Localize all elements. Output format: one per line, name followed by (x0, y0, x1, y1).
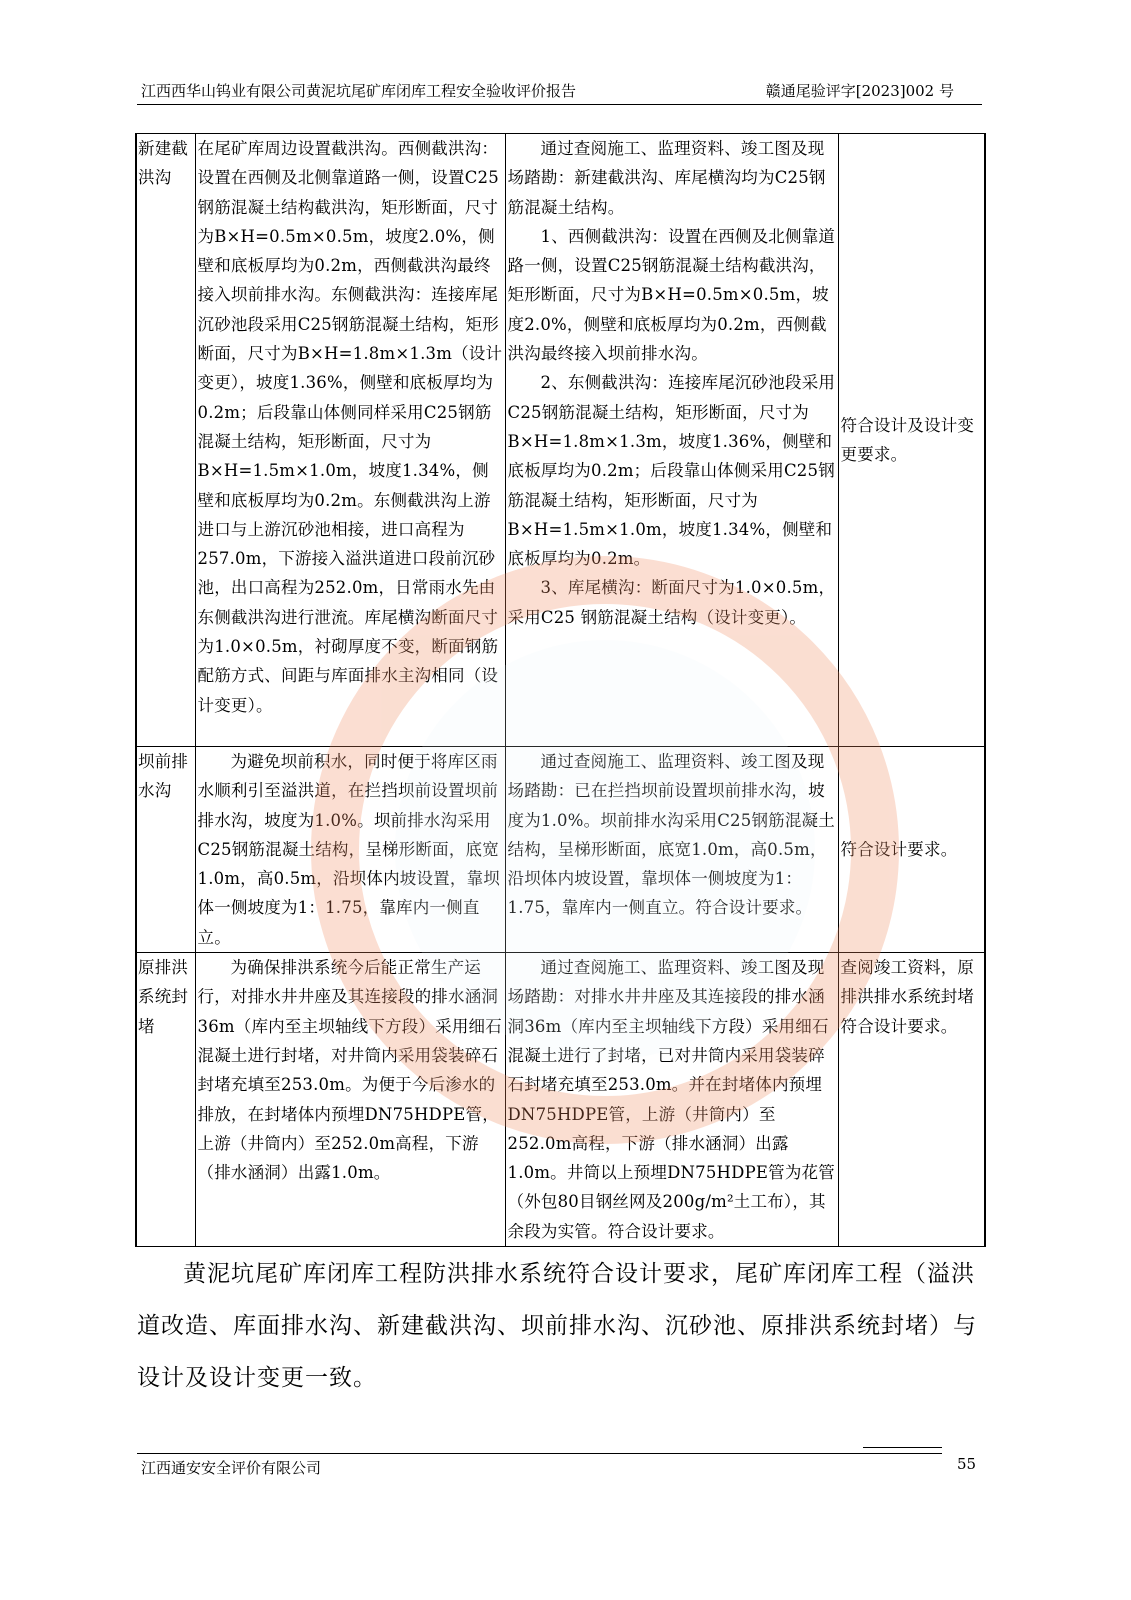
check-paragraph: 1、西侧截洪沟：设置在西侧及北侧靠道路一侧，设置C25钢筋混凝土结构截洪沟，矩形断面，尺寸为B×H=0.5m×0.5m，坡度2.0%，侧壁和底板厚均为0.2m，西侧截洪沟最终接入坝前排水沟。 (507, 226, 836, 364)
check-cell (505, 134, 838, 747)
header-divider (137, 104, 982, 105)
footer-company: 江西通安安全评价有限公司 (141, 1459, 322, 1477)
item-cell: 原排洪系统封堵 (136, 953, 195, 1247)
check-paragraph: 2、东侧截洪沟：连接库尾沉砂池段采用C25钢筋混凝土结构，矩形断面，尺寸为B×H=1.8m×1.3m，坡度1.36%，侧壁和底板厚均为0.2m；后段靠山体侧采用C25钢筋混凝土结构，矩形断面，尺寸为B×H=1.5m×1.0m，坡度1.34%，侧壁和底板厚均为0.2m。 (507, 373, 836, 569)
check-cell: 通过查阅施工、监理资料、竣工图及现场踏勘：对排水井井座及其连接段的排水涵洞36m（库内至主坝轴线下方段）采用细石混凝土进行了封堵，已对井筒内采用袋装碎石封堵充填至253.0m。并在封堵体内预埋DN75HDPE管，上游（井筒内）至252.0m高程，下游（排水涵洞）出露1.0m。井筒以上预埋DN75HDPE管为花管（外包80目钢丝网及200g/m²土工布），其余段为实管。符合设计要求。 (505, 953, 838, 1247)
table-row (136, 134, 985, 747)
design-cell: 为避免坝前积水，同时便于将库区雨水顺利引至溢洪道，在拦挡坝前设置坝前排水沟，坡度为1.0%。坝前排水沟采用C25钢筋混凝土结构，呈梯形断面，底宽1.0m，高0.5m，沿坝体内坡设置，靠坝体一侧坡度为1：1.75，靠库内一侧直立。 (195, 747, 505, 953)
item-cell: 新建截洪沟 (136, 134, 195, 747)
summary-text (137, 1248, 985, 1404)
footer-accent-rule (863, 1447, 942, 1448)
table-row (136, 953, 985, 1247)
document-number: 赣通尾验评字[2023]002 号 (765, 82, 954, 100)
conclusion-cell: 查阅竣工资料，原排洪排水系统封堵符合设计要求。 (838, 953, 985, 1247)
design-cell: 在尾矿库周边设置截洪沟。西侧截洪沟：设置在西侧及北侧靠道路一侧，设置C25钢筋混凝土结构截洪沟，矩形断面，尺寸为B×H=0.5m×0.5m，坡度2.0%，侧壁和底板厚均为0.2m，西侧截洪沟最终接入坝前排水沟。东侧截洪沟：连接库尾沉砂池段采用C25钢筋混凝土结构，矩形断面，尺寸为B×H=1.8m×1.3m（设计变更），坡度1.36%，侧壁和底板厚均为0.2m；后段靠山体侧同样采用C25钢筋混凝土结构，矩形断面，尺寸为B×H=1.5m×1.0m，坡度1.34%，侧壁和底板厚均为0.2m。东侧截洪沟上游进口与上游沉砂池相接，进口高程为257.0m，下游接入溢洪道进口段前沉砂池，出口高程为252.0m，日常雨水先由东侧截洪沟进行泄流。库尾横沟断面尺寸为1.0×0.5m，衬砌厚度不变，断面钢筋配筋方式、间距与库面排水主沟相同（设计变更）。 (195, 134, 505, 747)
summary-paragraph: 黄泥坑尾矿库闭库工程防洪排水系统符合设计要求，尾矿库闭库工程（溢洪道改造、库面排水沟、新建截洪沟、坝前排水沟、沉砂池、原排洪系统封堵）与设计及设计变更一致。 (137, 1261, 977, 1391)
conclusion-cell: 符合设计及设计变更要求。 (838, 134, 985, 747)
check-cell: 通过查阅施工、监理资料、竣工图及现场踏勘：已在拦挡坝前设置坝前排水沟，坡度为1.0%。坝前排水沟采用C25钢筋混凝土结构，呈梯形断面，底宽1.0m，高0.5m，沿坝体内坡设置，靠坝体一侧坡度为1：1.75，靠库内一侧直立。符合设计要求。 (505, 747, 838, 953)
inspection-table (135, 133, 986, 1247)
page-number: 55 (957, 1455, 977, 1473)
conclusion-cell: 符合设计要求。 (838, 747, 985, 953)
report-title: 江西西华山钨业有限公司黄泥坑尾矿库闭库工程安全验收评价报告 (141, 82, 577, 100)
check-paragraph: 3、库尾横沟：断面尺寸为1.0×0.5m，采用C25 钢筋混凝土结构（设计变更）。 (507, 578, 836, 627)
item-cell: 坝前排水沟 (136, 747, 195, 953)
page-header (137, 78, 982, 104)
check-paragraph: 通过查阅施工、监理资料、竣工图及现场踏勘：新建截洪沟、库尾横沟均为C25钢筋混凝土结构。 (507, 139, 826, 217)
table-row (136, 747, 985, 953)
footer-divider (137, 1453, 942, 1454)
design-cell: 为确保排洪系统今后能正常生产运行，对排水井井座及其连接段的排水涵洞36m（库内至主坝轴线下方段）采用细石混凝土进行封堵，对井筒内采用袋装碎石封堵充填至253.0m。为便于今后渗水的排放，在封堵体内预埋DN75HDPE管，上游（井筒内）至252.0m高程，下游（排水涵洞）出露1.0m。 (195, 953, 505, 1247)
